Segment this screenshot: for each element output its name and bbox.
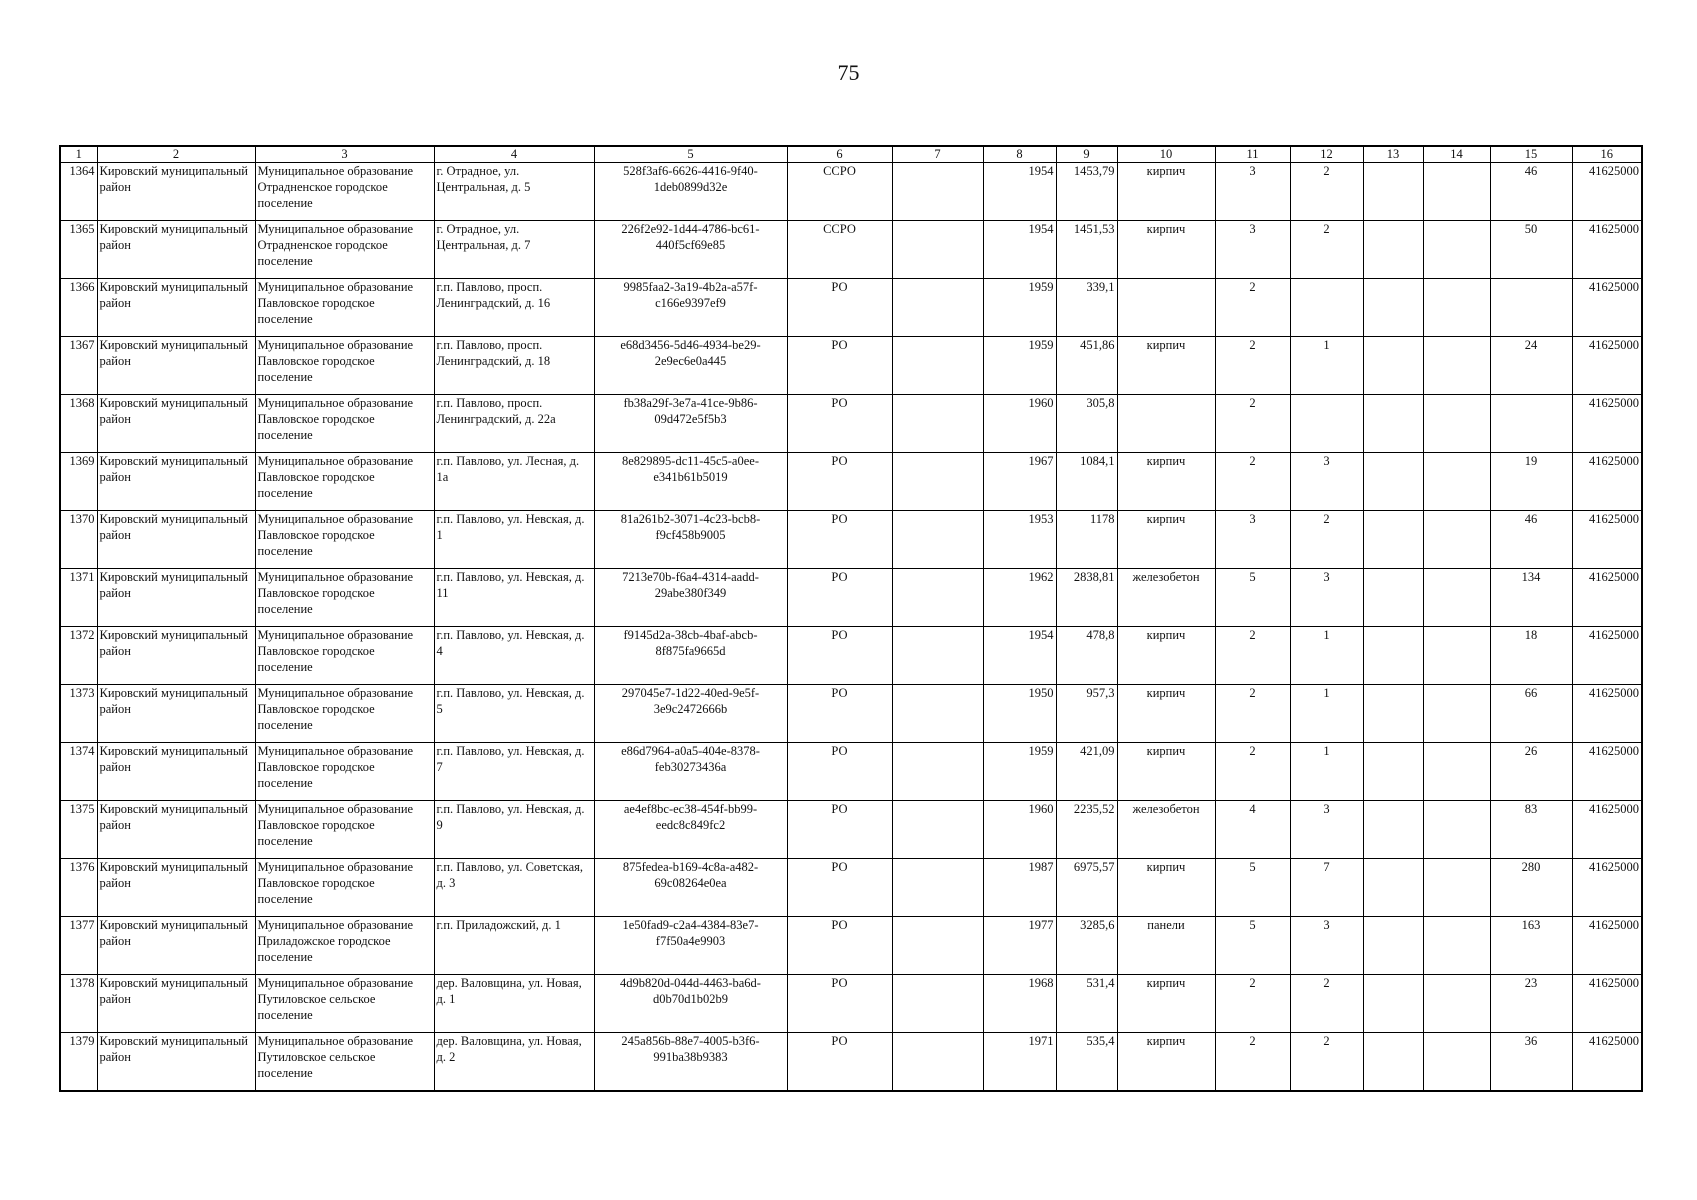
cell-area: 478,8 xyxy=(1056,627,1117,685)
cell-col-13 xyxy=(1363,917,1423,975)
cell-col-13 xyxy=(1363,1033,1423,1092)
cell-address: г. Отрадное, ул. Центральная, д. 7 xyxy=(434,221,594,279)
cell-district: Кировский муниципальный район xyxy=(97,1033,255,1092)
table-row xyxy=(60,1033,1642,1092)
cell-area: 3285,6 xyxy=(1056,917,1117,975)
table-row xyxy=(60,453,1642,511)
cell-district: Кировский муниципальный район xyxy=(97,685,255,743)
cell-oktmo: 41625000 xyxy=(1572,163,1642,221)
cell-district: Кировский муниципальный район xyxy=(97,917,255,975)
cell-col-7 xyxy=(892,801,983,859)
cell-address: г.п. Павлово, просп. Ленинградский, д. 18 xyxy=(434,337,594,395)
cell-oktmo: 41625000 xyxy=(1572,743,1642,801)
cell-guid: 7213e70b-f6a4-4314-aadd-29abe380f349 xyxy=(594,569,787,627)
cell-address: г.п. Павлово, ул. Невская, д. 1 xyxy=(434,511,594,569)
cell-residents: 66 xyxy=(1490,685,1572,743)
cell-row-number: 1365 xyxy=(60,221,97,279)
cell-district: Кировский муниципальный район xyxy=(97,743,255,801)
cell-entrances: 3 xyxy=(1290,801,1363,859)
table-row xyxy=(60,627,1642,685)
cell-col-14 xyxy=(1423,395,1490,453)
cell-col-14 xyxy=(1423,859,1490,917)
cell-floors: 2 xyxy=(1215,685,1290,743)
cell-area: 957,3 xyxy=(1056,685,1117,743)
column-header: 12 xyxy=(1290,146,1363,163)
cell-build-year: 1960 xyxy=(983,395,1056,453)
cell-category: ССРО xyxy=(787,163,892,221)
cell-municipality: Муниципальное образование Павловское городское поселение xyxy=(255,453,434,511)
cell-district: Кировский муниципальный район xyxy=(97,279,255,337)
table-row xyxy=(60,743,1642,801)
cell-col-7 xyxy=(892,743,983,801)
cell-municipality: Муниципальное образование Приладожское городское поселение xyxy=(255,917,434,975)
cell-wall-material xyxy=(1117,395,1215,453)
cell-address: г.п. Павлово, ул. Невская, д. 7 xyxy=(434,743,594,801)
cell-col-13 xyxy=(1363,163,1423,221)
column-header: 8 xyxy=(983,146,1056,163)
cell-municipality: Муниципальное образование Путиловское сельское поселение xyxy=(255,1033,434,1092)
cell-wall-material: кирпич xyxy=(1117,685,1215,743)
cell-municipality: Муниципальное образование Отрадненское городское поселение xyxy=(255,163,434,221)
cell-col-7 xyxy=(892,975,983,1033)
cell-category: РО xyxy=(787,859,892,917)
cell-wall-material: железобетон xyxy=(1117,801,1215,859)
cell-residents: 18 xyxy=(1490,627,1572,685)
cell-col-14 xyxy=(1423,163,1490,221)
cell-col-13 xyxy=(1363,859,1423,917)
cell-wall-material: кирпич xyxy=(1117,453,1215,511)
cell-municipality: Муниципальное образование Павловское городское поселение xyxy=(255,743,434,801)
cell-floors: 2 xyxy=(1215,453,1290,511)
cell-oktmo: 41625000 xyxy=(1572,801,1642,859)
table-row xyxy=(60,859,1642,917)
cell-guid: 528f3af6-6626-4416-9f40-1deb0899d32e xyxy=(594,163,787,221)
cell-area: 421,09 xyxy=(1056,743,1117,801)
cell-entrances xyxy=(1290,279,1363,337)
cell-entrances: 3 xyxy=(1290,569,1363,627)
cell-entrances: 1 xyxy=(1290,337,1363,395)
cell-oktmo: 41625000 xyxy=(1572,337,1642,395)
cell-row-number: 1370 xyxy=(60,511,97,569)
cell-floors: 4 xyxy=(1215,801,1290,859)
cell-oktmo: 41625000 xyxy=(1572,975,1642,1033)
cell-category: РО xyxy=(787,337,892,395)
cell-residents: 26 xyxy=(1490,743,1572,801)
column-header: 16 xyxy=(1572,146,1642,163)
cell-entrances: 2 xyxy=(1290,163,1363,221)
page-number: 75 xyxy=(837,60,860,85)
cell-col-13 xyxy=(1363,279,1423,337)
cell-build-year: 1959 xyxy=(983,279,1056,337)
cell-oktmo: 41625000 xyxy=(1572,685,1642,743)
cell-wall-material: кирпич xyxy=(1117,163,1215,221)
cell-build-year: 1971 xyxy=(983,1033,1056,1092)
cell-row-number: 1376 xyxy=(60,859,97,917)
cell-oktmo: 41625000 xyxy=(1572,569,1642,627)
cell-floors: 2 xyxy=(1215,627,1290,685)
cell-municipality: Муниципальное образование Павловское городское поселение xyxy=(255,511,434,569)
column-header: 1 xyxy=(60,146,97,163)
cell-oktmo: 41625000 xyxy=(1572,627,1642,685)
cell-oktmo: 41625000 xyxy=(1572,859,1642,917)
cell-entrances: 2 xyxy=(1290,511,1363,569)
cell-build-year: 1954 xyxy=(983,627,1056,685)
cell-municipality: Муниципальное образование Павловское городское поселение xyxy=(255,395,434,453)
cell-floors: 5 xyxy=(1215,569,1290,627)
cell-category: РО xyxy=(787,685,892,743)
cell-area: 1178 xyxy=(1056,511,1117,569)
cell-entrances: 2 xyxy=(1290,975,1363,1033)
cell-col-7 xyxy=(892,511,983,569)
cell-residents: 19 xyxy=(1490,453,1572,511)
cell-entrances: 2 xyxy=(1290,1033,1363,1092)
cell-col-7 xyxy=(892,685,983,743)
cell-address: г.п. Павлово, просп. Ленинградский, д. 22а xyxy=(434,395,594,453)
cell-oktmo: 41625000 xyxy=(1572,1033,1642,1092)
column-header: 6 xyxy=(787,146,892,163)
column-header: 9 xyxy=(1056,146,1117,163)
cell-district: Кировский муниципальный район xyxy=(97,511,255,569)
cell-district: Кировский муниципальный район xyxy=(97,163,255,221)
cell-floors: 2 xyxy=(1215,337,1290,395)
cell-wall-material xyxy=(1117,279,1215,337)
cell-floors: 2 xyxy=(1215,743,1290,801)
cell-build-year: 1962 xyxy=(983,569,1056,627)
cell-col-14 xyxy=(1423,453,1490,511)
cell-category: РО xyxy=(787,453,892,511)
cell-build-year: 1950 xyxy=(983,685,1056,743)
cell-municipality: Муниципальное образование Отрадненское городское поселение xyxy=(255,221,434,279)
cell-row-number: 1368 xyxy=(60,395,97,453)
column-header: 11 xyxy=(1215,146,1290,163)
cell-floors: 3 xyxy=(1215,163,1290,221)
cell-area: 305,8 xyxy=(1056,395,1117,453)
column-header: 15 xyxy=(1490,146,1572,163)
cell-area: 1453,79 xyxy=(1056,163,1117,221)
cell-entrances: 1 xyxy=(1290,743,1363,801)
cell-residents xyxy=(1490,279,1572,337)
table-row xyxy=(60,975,1642,1033)
cell-col-13 xyxy=(1363,395,1423,453)
cell-address: г.п. Павлово, ул. Невская, д. 11 xyxy=(434,569,594,627)
cell-wall-material: кирпич xyxy=(1117,975,1215,1033)
cell-col-14 xyxy=(1423,511,1490,569)
column-header: 4 xyxy=(434,146,594,163)
cell-area: 451,86 xyxy=(1056,337,1117,395)
cell-wall-material: кирпич xyxy=(1117,337,1215,395)
cell-col-7 xyxy=(892,395,983,453)
cell-col-13 xyxy=(1363,453,1423,511)
column-number-header-row xyxy=(60,146,1642,163)
cell-area: 2235,52 xyxy=(1056,801,1117,859)
cell-row-number: 1373 xyxy=(60,685,97,743)
cell-category: РО xyxy=(787,511,892,569)
cell-entrances: 1 xyxy=(1290,627,1363,685)
cell-category: РО xyxy=(787,975,892,1033)
cell-build-year: 1959 xyxy=(983,337,1056,395)
cell-col-14 xyxy=(1423,337,1490,395)
cell-guid: 875fedea-b169-4c8a-a482-69c08264e0ea xyxy=(594,859,787,917)
cell-area: 2838,81 xyxy=(1056,569,1117,627)
cell-col-7 xyxy=(892,337,983,395)
cell-wall-material: кирпич xyxy=(1117,1033,1215,1092)
cell-wall-material: панели xyxy=(1117,917,1215,975)
cell-address: г.п. Павлово, ул. Невская, д. 5 xyxy=(434,685,594,743)
cell-row-number: 1367 xyxy=(60,337,97,395)
cell-residents xyxy=(1490,395,1572,453)
cell-district: Кировский муниципальный район xyxy=(97,975,255,1033)
table-row xyxy=(60,917,1642,975)
cell-area: 339,1 xyxy=(1056,279,1117,337)
cell-oktmo: 41625000 xyxy=(1572,453,1642,511)
table-body xyxy=(60,163,1642,1092)
cell-entrances: 3 xyxy=(1290,917,1363,975)
column-header: 5 xyxy=(594,146,787,163)
table-row xyxy=(60,569,1642,627)
cell-floors: 2 xyxy=(1215,395,1290,453)
cell-district: Кировский муниципальный район xyxy=(97,569,255,627)
cell-district: Кировский муниципальный район xyxy=(97,627,255,685)
cell-address: г.п. Приладожский, д. 1 xyxy=(434,917,594,975)
cell-col-13 xyxy=(1363,975,1423,1033)
cell-col-13 xyxy=(1363,569,1423,627)
cell-col-7 xyxy=(892,569,983,627)
cell-residents: 134 xyxy=(1490,569,1572,627)
cell-category: РО xyxy=(787,743,892,801)
cell-col-14 xyxy=(1423,975,1490,1033)
cell-row-number: 1378 xyxy=(60,975,97,1033)
column-header: 3 xyxy=(255,146,434,163)
cell-guid: e86d7964-a0a5-404e-8378-feb30273436a xyxy=(594,743,787,801)
cell-col-13 xyxy=(1363,801,1423,859)
table-row xyxy=(60,511,1642,569)
cell-wall-material: кирпич xyxy=(1117,221,1215,279)
cell-build-year: 1987 xyxy=(983,859,1056,917)
cell-row-number: 1366 xyxy=(60,279,97,337)
cell-col-7 xyxy=(892,627,983,685)
cell-entrances: 2 xyxy=(1290,221,1363,279)
table-row xyxy=(60,801,1642,859)
cell-residents: 46 xyxy=(1490,163,1572,221)
cell-municipality: Муниципальное образование Павловское городское поселение xyxy=(255,569,434,627)
cell-floors: 2 xyxy=(1215,1033,1290,1092)
cell-floors: 2 xyxy=(1215,279,1290,337)
cell-municipality: Муниципальное образование Павловское городское поселение xyxy=(255,627,434,685)
cell-address: г.п. Павлово, просп. Ленинградский, д. 16 xyxy=(434,279,594,337)
cell-col-7 xyxy=(892,453,983,511)
cell-col-13 xyxy=(1363,685,1423,743)
column-header: 13 xyxy=(1363,146,1423,163)
cell-row-number: 1364 xyxy=(60,163,97,221)
cell-col-14 xyxy=(1423,685,1490,743)
cell-col-14 xyxy=(1423,221,1490,279)
cell-row-number: 1374 xyxy=(60,743,97,801)
cell-guid: f9145d2a-38cb-4baf-abcb-8f875fa9665d xyxy=(594,627,787,685)
cell-col-14 xyxy=(1423,801,1490,859)
cell-row-number: 1379 xyxy=(60,1033,97,1092)
cell-floors: 5 xyxy=(1215,917,1290,975)
cell-district: Кировский муниципальный район xyxy=(97,453,255,511)
cell-area: 1451,53 xyxy=(1056,221,1117,279)
cell-address: г.п. Павлово, ул. Невская, д. 9 xyxy=(434,801,594,859)
cell-col-13 xyxy=(1363,511,1423,569)
cell-category: РО xyxy=(787,1033,892,1092)
cell-district: Кировский муниципальный район xyxy=(97,801,255,859)
cell-build-year: 1959 xyxy=(983,743,1056,801)
cell-build-year: 1977 xyxy=(983,917,1056,975)
cell-address: г.п. Павлово, ул. Советская, д. 3 xyxy=(434,859,594,917)
cell-oktmo: 41625000 xyxy=(1572,917,1642,975)
cell-address: дер. Валовщина, ул. Новая, д. 2 xyxy=(434,1033,594,1092)
cell-guid: 81a261b2-3071-4c23-bcb8-f9cf458b9005 xyxy=(594,511,787,569)
cell-guid: 9985faa2-3a19-4b2a-a57f-c166e9397ef9 xyxy=(594,279,787,337)
cell-address: г.п. Павлово, ул. Невская, д. 4 xyxy=(434,627,594,685)
cell-residents: 50 xyxy=(1490,221,1572,279)
cell-entrances: 3 xyxy=(1290,453,1363,511)
cell-wall-material: кирпич xyxy=(1117,743,1215,801)
cell-floors: 3 xyxy=(1215,511,1290,569)
cell-build-year: 1967 xyxy=(983,453,1056,511)
cell-municipality: Муниципальное образование Путиловское сельское поселение xyxy=(255,975,434,1033)
cell-residents: 46 xyxy=(1490,511,1572,569)
cell-guid: fb38a29f-3e7a-41ce-9b86-09d472e5f5b3 xyxy=(594,395,787,453)
cell-residents: 36 xyxy=(1490,1033,1572,1092)
cell-district: Кировский муниципальный район xyxy=(97,395,255,453)
cell-wall-material: железобетон xyxy=(1117,569,1215,627)
cell-build-year: 1954 xyxy=(983,163,1056,221)
cell-col-7 xyxy=(892,1033,983,1092)
cell-area: 535,4 xyxy=(1056,1033,1117,1092)
cell-entrances: 7 xyxy=(1290,859,1363,917)
housing-registry-table xyxy=(59,145,1643,1092)
cell-row-number: 1372 xyxy=(60,627,97,685)
cell-area: 1084,1 xyxy=(1056,453,1117,511)
cell-guid: 226f2e92-1d44-4786-bc61-440f5cf69e85 xyxy=(594,221,787,279)
cell-col-14 xyxy=(1423,279,1490,337)
cell-col-7 xyxy=(892,221,983,279)
cell-municipality: Муниципальное образование Павловское городское поселение xyxy=(255,279,434,337)
column-header: 2 xyxy=(97,146,255,163)
cell-address: г. Отрадное, ул. Центральная, д. 5 xyxy=(434,163,594,221)
cell-municipality: Муниципальное образование Павловское городское поселение xyxy=(255,337,434,395)
cell-entrances: 1 xyxy=(1290,685,1363,743)
cell-district: Кировский муниципальный район xyxy=(97,221,255,279)
cell-guid: 245a856b-88e7-4005-b3f6-991ba38b9383 xyxy=(594,1033,787,1092)
column-header: 7 xyxy=(892,146,983,163)
cell-oktmo: 41625000 xyxy=(1572,511,1642,569)
cell-row-number: 1369 xyxy=(60,453,97,511)
cell-row-number: 1371 xyxy=(60,569,97,627)
cell-col-7 xyxy=(892,859,983,917)
cell-guid: 4d9b820d-044d-4463-ba6d-d0b70d1b02b9 xyxy=(594,975,787,1033)
cell-row-number: 1375 xyxy=(60,801,97,859)
cell-col-13 xyxy=(1363,337,1423,395)
cell-category: РО xyxy=(787,801,892,859)
table-row xyxy=(60,337,1642,395)
cell-municipality: Муниципальное образование Павловское городское поселение xyxy=(255,801,434,859)
cell-floors: 2 xyxy=(1215,975,1290,1033)
cell-municipality: Муниципальное образование Павловское городское поселение xyxy=(255,685,434,743)
cell-col-13 xyxy=(1363,743,1423,801)
cell-col-14 xyxy=(1423,569,1490,627)
table-row xyxy=(60,395,1642,453)
cell-municipality: Муниципальное образование Павловское городское поселение xyxy=(255,859,434,917)
cell-address: г.п. Павлово, ул. Лесная, д. 1а xyxy=(434,453,594,511)
cell-col-14 xyxy=(1423,743,1490,801)
cell-col-7 xyxy=(892,163,983,221)
cell-col-14 xyxy=(1423,627,1490,685)
cell-wall-material: кирпич xyxy=(1117,511,1215,569)
cell-district: Кировский муниципальный район xyxy=(97,337,255,395)
cell-floors: 5 xyxy=(1215,859,1290,917)
cell-col-14 xyxy=(1423,1033,1490,1092)
cell-district: Кировский муниципальный район xyxy=(97,859,255,917)
table-row xyxy=(60,279,1642,337)
cell-area: 6975,57 xyxy=(1056,859,1117,917)
cell-build-year: 1953 xyxy=(983,511,1056,569)
cell-build-year: 1960 xyxy=(983,801,1056,859)
cell-oktmo: 41625000 xyxy=(1572,221,1642,279)
cell-row-number: 1377 xyxy=(60,917,97,975)
cell-category: РО xyxy=(787,395,892,453)
cell-col-14 xyxy=(1423,917,1490,975)
cell-guid: ae4ef8bc-ec38-454f-bb99-eedc8c849fc2 xyxy=(594,801,787,859)
table-row xyxy=(60,163,1642,221)
cell-col-7 xyxy=(892,917,983,975)
cell-category: РО xyxy=(787,279,892,337)
cell-col-7 xyxy=(892,279,983,337)
cell-build-year: 1968 xyxy=(983,975,1056,1033)
cell-residents: 23 xyxy=(1490,975,1572,1033)
cell-category: РО xyxy=(787,569,892,627)
table-row xyxy=(60,221,1642,279)
cell-guid: 297045e7-1d22-40ed-9e5f-3e9c2472666b xyxy=(594,685,787,743)
cell-category: ССРО xyxy=(787,221,892,279)
cell-address: дер. Валовщина, ул. Новая, д. 1 xyxy=(434,975,594,1033)
cell-guid: 1e50fad9-c2a4-4384-83e7-f7f50a4e9903 xyxy=(594,917,787,975)
cell-build-year: 1954 xyxy=(983,221,1056,279)
cell-oktmo: 41625000 xyxy=(1572,279,1642,337)
cell-guid: e68d3456-5d46-4934-be29-2e9ec6e0a445 xyxy=(594,337,787,395)
cell-wall-material: кирпич xyxy=(1117,859,1215,917)
cell-entrances xyxy=(1290,395,1363,453)
cell-residents: 83 xyxy=(1490,801,1572,859)
cell-col-13 xyxy=(1363,221,1423,279)
cell-col-13 xyxy=(1363,627,1423,685)
cell-area: 531,4 xyxy=(1056,975,1117,1033)
cell-guid: 8e829895-dc11-45c5-a0ee-e341b61b5019 xyxy=(594,453,787,511)
cell-floors: 3 xyxy=(1215,221,1290,279)
cell-wall-material: кирпич xyxy=(1117,627,1215,685)
cell-category: РО xyxy=(787,627,892,685)
cell-residents: 24 xyxy=(1490,337,1572,395)
cell-residents: 163 xyxy=(1490,917,1572,975)
cell-oktmo: 41625000 xyxy=(1572,395,1642,453)
column-header: 10 xyxy=(1117,146,1215,163)
cell-residents: 280 xyxy=(1490,859,1572,917)
cell-category: РО xyxy=(787,917,892,975)
column-header: 14 xyxy=(1423,146,1490,163)
table-row xyxy=(60,685,1642,743)
